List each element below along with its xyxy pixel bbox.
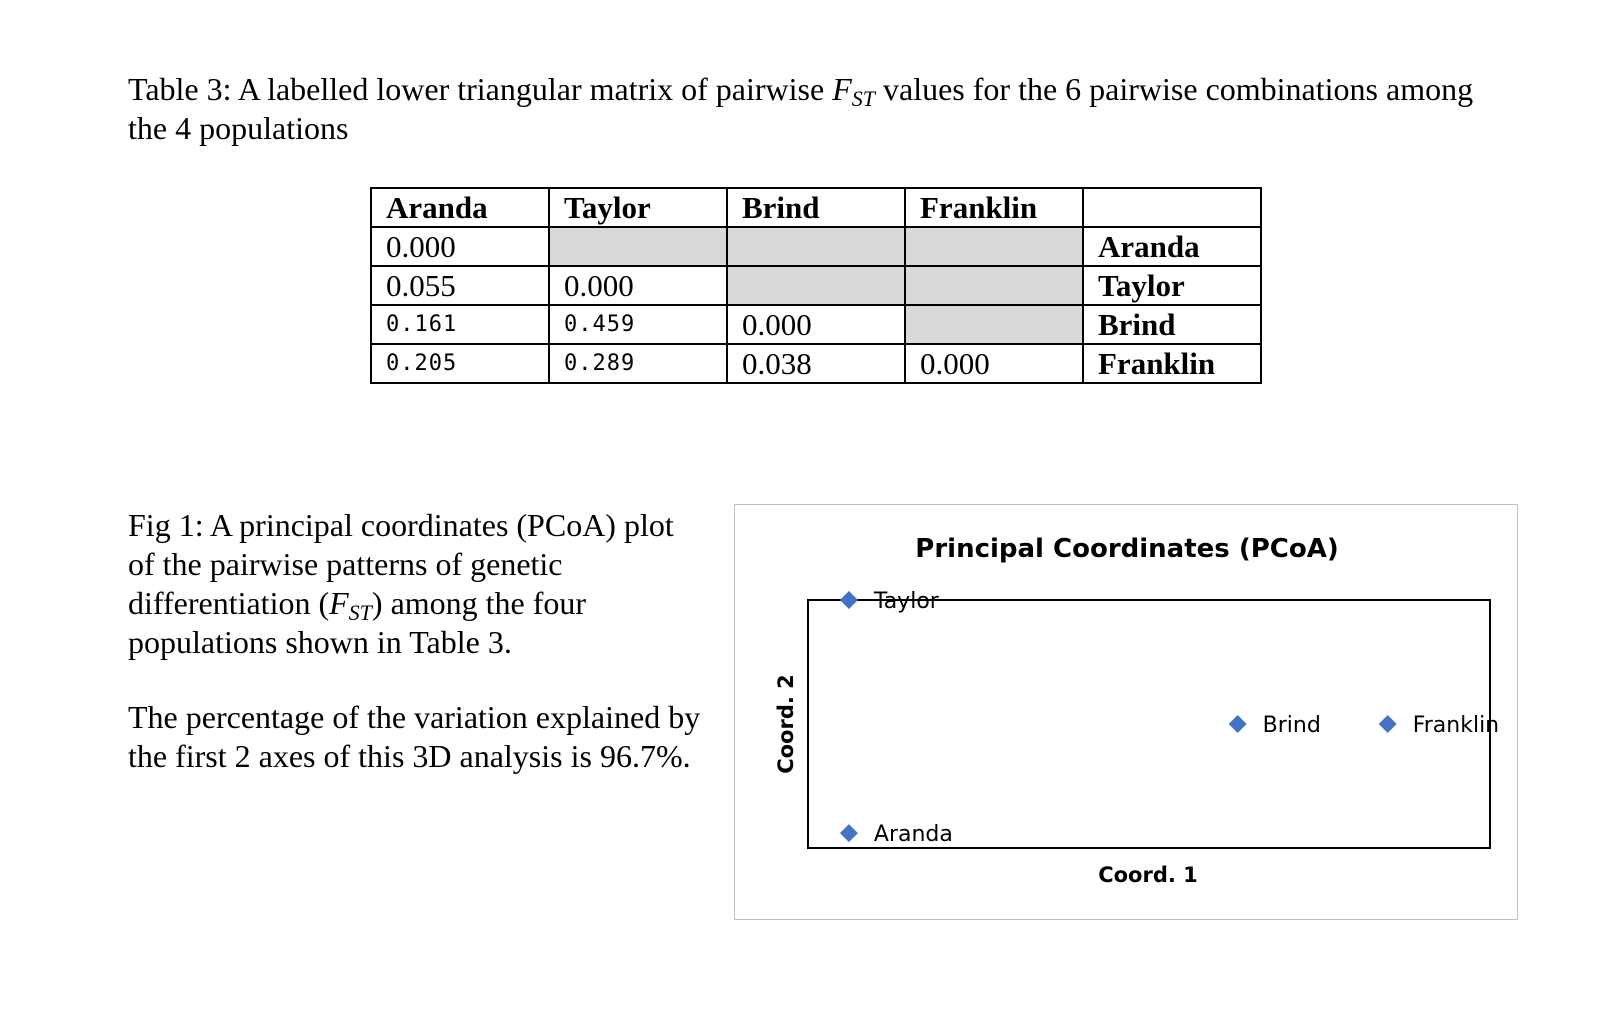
point-marker-franklin (1379, 715, 1397, 733)
table-cell: 0.055 (371, 266, 549, 305)
figure-caption (128, 506, 708, 662)
x-axis-label: Coord. 1 (1098, 863, 1198, 887)
fst-sub: ST (851, 86, 875, 111)
table-cell: 0.000 (905, 344, 1083, 383)
point-marker-brind (1229, 715, 1247, 733)
table-cell-empty (905, 305, 1083, 344)
point-label-aranda: Aranda (873, 822, 953, 848)
table-cell-handwritten: 0.161 (371, 305, 549, 344)
data-points (840, 589, 1499, 847)
row-label: Franklin (1083, 344, 1261, 383)
fst-main: F (832, 71, 852, 107)
row-label: Brind (1083, 305, 1261, 344)
header-aranda: Aranda (371, 188, 549, 227)
point-marker-aranda (840, 824, 858, 842)
pcoa-chart (734, 504, 1518, 920)
table-cell: 0.000 (371, 227, 549, 266)
fst-sub: ST (348, 600, 372, 625)
table-cell-handwritten: 0.205 (371, 344, 549, 383)
table-caption (128, 70, 1508, 148)
header-franklin: Franklin (905, 188, 1083, 227)
y-axis-label: Coord. 2 (774, 674, 798, 774)
table-cell: 0.000 (549, 266, 727, 305)
table-caption-prefix: Table 3: A labelled lower triangular matrix of pairwise (128, 71, 833, 107)
row-label: Aranda (1083, 227, 1261, 266)
table-caption-suffix: values for the 6 pairwise combinations among the 4 populations (128, 71, 1474, 146)
figure-caption-suffix: ) among the four populations shown in Table 3. (128, 585, 587, 660)
table-cell-empty (727, 227, 905, 266)
row-label: Taylor (1083, 266, 1261, 305)
fst-symbol (329, 585, 372, 625)
point-label-brind: Brind (1262, 713, 1321, 738)
table-row (371, 266, 1261, 305)
pcoa-chart-svg (735, 505, 1519, 921)
table-cell-handwritten: 0.289 (549, 344, 727, 383)
table-cell-empty (905, 266, 1083, 305)
header-blank (1083, 188, 1261, 227)
figure-note: The percentage of the variation explained by the first 2 axes of this 3D analysis is 96.7%. (128, 699, 701, 774)
header-taylor: Taylor (549, 188, 727, 227)
table-header-row (371, 188, 1261, 227)
table-row (371, 344, 1261, 383)
table-cell-empty (727, 266, 905, 305)
table-row (371, 227, 1261, 266)
point-label-franklin: Franklin (1412, 713, 1500, 738)
table-cell-handwritten: 0.459 (549, 305, 727, 344)
table-cell-empty (549, 227, 727, 266)
fst-matrix-table (370, 187, 1262, 384)
fst-main: F (329, 585, 349, 621)
table-row (371, 305, 1261, 344)
header-brind: Brind (727, 188, 905, 227)
fst-symbol (832, 71, 875, 111)
table-cell: 0.038 (727, 344, 905, 383)
chart-title: Principal Coordinates (PCoA) (915, 534, 1339, 564)
point-label-taylor: Taylor (873, 589, 939, 614)
point-marker-taylor (840, 591, 858, 609)
table-cell: 0.000 (727, 305, 905, 344)
table-cell-empty (905, 227, 1083, 266)
figure-caption-prefix: Fig 1: A principal coordinates (PCoA) plot of the pairwise patterns of genetic differentiation ( (128, 507, 674, 621)
